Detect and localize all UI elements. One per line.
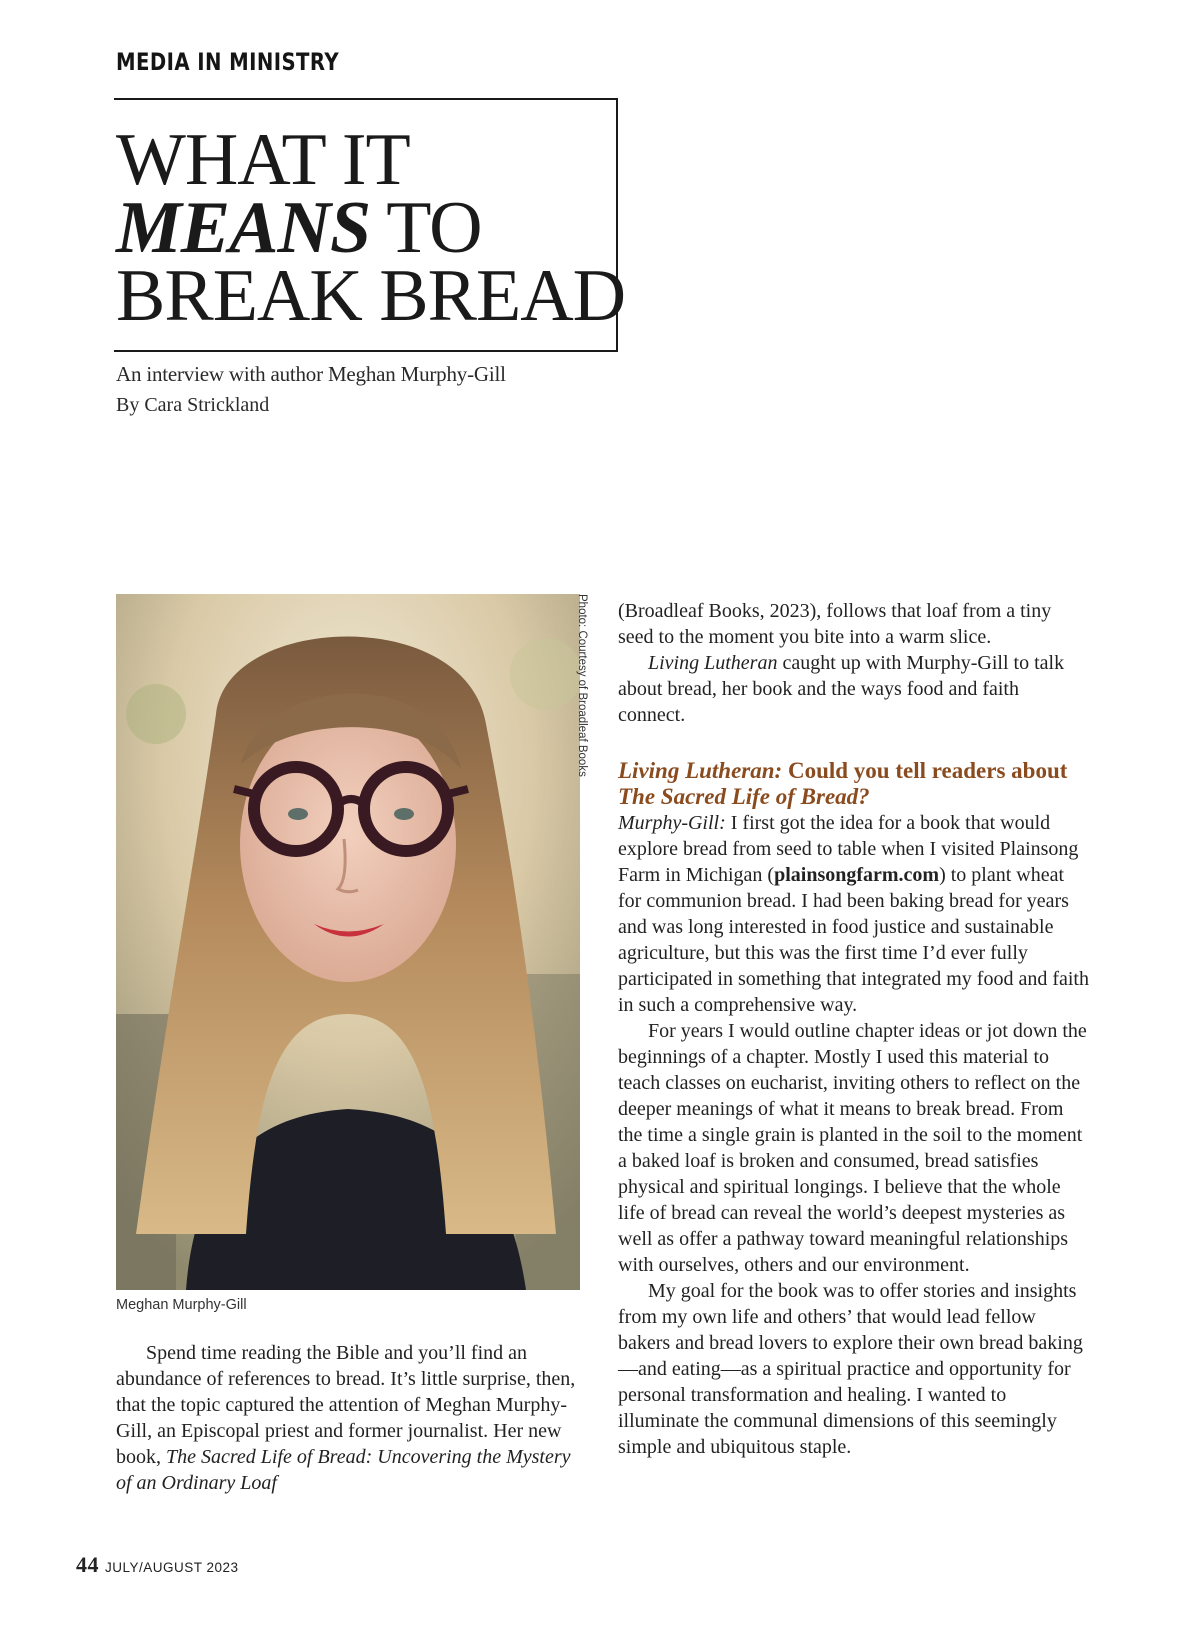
question-speaker: Living Lutheran: [618,758,783,783]
author-photo [116,594,580,1290]
intro-paragraph-end: (Broadleaf Books, 2023), follows that loaf from a tiny seed to the moment you bite into a warm slice. [618,600,1052,648]
paragraph-text: caught up with Murphy-Gill to talk about bread, her book and the ways food and faith connect. [618,652,1065,726]
interview-question [618,758,1090,810]
title-line-1: WHAT IT [116,119,410,201]
page-number: 44 [76,1552,99,1577]
article-column-right [618,598,1090,1460]
title-line-3: BREAK BREAD [116,255,626,337]
intro-paragraph-start [116,1340,578,1496]
photo-credit: Photo: Courtesy of Broadleaf Books [576,594,588,777]
website-link[interactable]: plainsongfarm.com [774,864,940,886]
paragraph-my-goal: My goal for the book was to offer stories and insights from my own life and others’ that would lead fellow bakers and bread lovers to explore their own bread baking—and eating—as a spiritual practice and opportunity for personal transformation and healing. I wanted to illuminate the communal dimensions of this seemingly simple and ubiquitous staple. [618,1280,1083,1458]
title-line-2-rest: TO [370,187,482,269]
title-emphasis: MEANS [116,187,371,269]
article-column-left [116,1340,578,1496]
question-book-title: The Sacred Life of Bread? [618,784,870,809]
answer-text-2: ) to plant wheat for communion bread. I had been baking bread for years and was long interested in food justice and sustainable agriculture, but this was the first time I’d ever fully participated in something that integrated my food and faith in such a comprehensive way. [618,864,1089,1016]
answer-text-1: I first got the idea for a book that would explore bread from seed to table when I visited Plainsong Farm in Michigan ( [618,812,1079,886]
magazine-name: Living Lutheran [648,652,778,674]
interview-answer [618,810,1090,1018]
page-footer [76,1552,239,1578]
article-title [116,119,626,337]
subtitle: An interview with author Meghan Murphy-Gill [116,362,506,386]
paragraph-living-lutheran [618,650,1090,728]
question-text: Could you tell readers about [782,758,1068,783]
issue-date: JULY/AUGUST 2023 [105,1560,239,1575]
paragraph-for-years: For years I would outline chapter ideas or jot down the beginnings of a chapter. Mostly I used this material to teach classes on eucharist, inviting others to reflect on the deeper meanings of what it means to break bread. From the time a single grain is planted in the soil to the moment a baked loaf is broken and consumed, bread satisfies physical and spiritual longings. I believe that the whole life of bread can reveal the world’s deepest mysteries as well as offer a pathway toward meaningful relationships with ourselves, others and our environment. [618,1020,1087,1276]
byline: By Cara Strickland [116,394,270,416]
book-title: The Sacred Life of Bread: Uncovering the Mystery of an Ordinary Loaf [116,1446,571,1494]
section-label: MEDIA IN MINISTRY [116,48,340,76]
intro-text: Spend time reading the Bible and you’ll find an abundance of references to bread. It’s little surprise, then, that the topic captured the attention of Meghan Murphy-Gill, an Episcopal priest and former journalist. Her new book, [116,1342,576,1468]
answer-speaker: Murphy-Gill: [618,812,726,834]
photo-caption: Meghan Murphy-Gill [116,1297,247,1313]
